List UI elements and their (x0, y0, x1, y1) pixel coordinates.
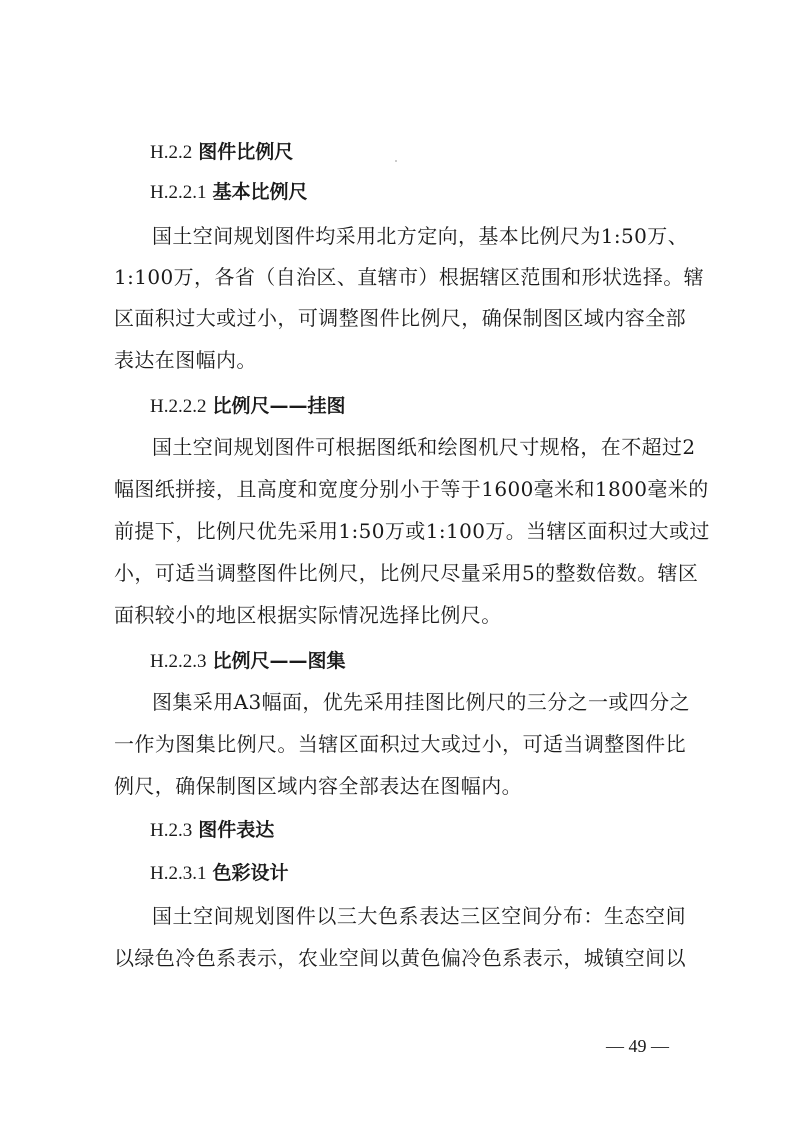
page-number: — 49 — (606, 1036, 669, 1056)
paragraph-line: 一作为图集比例尺。当辖区面积过大或过小，可适当调整图件比 (114, 732, 686, 756)
section-heading-h-2-3-1 (150, 861, 289, 886)
section-heading-h-2-2-3 (150, 649, 346, 674)
section-number: H.2.3 (150, 820, 193, 841)
section-number: H.2.2.3 (150, 651, 207, 672)
section-heading-h-2-3 (150, 818, 274, 843)
section-heading-h-2-2 (150, 140, 293, 165)
section-title: 图件表达 (198, 819, 275, 841)
scan-speck (395, 160, 397, 162)
paragraph-line: 例尺，确保制图区域内容全部表达在图幅内。 (114, 774, 522, 798)
paragraph-line: 国土空间规划图件均采用北方定向，基本比例尺为1:50万、 (152, 224, 689, 248)
paragraph-line: 以绿色冷色系表示，农业空间以黄色偏冷色系表示，城镇空间以 (114, 946, 686, 970)
paragraph-line: 前提下，比例尺优先采用1:50万或1:100万。当辖区面积过大或过 (114, 519, 710, 543)
section-title: 比例尺——图集 (212, 650, 346, 672)
paragraph-line: 图集采用A3幅面，优先采用挂图比例尺的三分之一或四分之 (152, 690, 690, 714)
paragraph-line: 1:100万，各省（自治区、直辖市）根据辖区范围和形状选择。辖 (114, 265, 705, 289)
section-number: H.2.2.2 (150, 396, 207, 417)
paragraph-line: 面积较小的地区根据实际情况选择比例尺。 (114, 603, 502, 627)
section-number: H.2.2.1 (150, 182, 207, 203)
section-title: 图件比例尺 (198, 141, 294, 163)
section-number: H.2.2 (150, 142, 193, 163)
section-heading-h-2-2-2 (150, 394, 346, 419)
section-heading-h-2-2-1 (150, 180, 308, 205)
section-number: H.2.3.1 (150, 863, 207, 884)
paragraph-line: 国土空间规划图件可根据图纸和绘图机尺寸规格，在不超过2 (152, 435, 696, 459)
section-title: 基本比例尺 (212, 181, 308, 203)
paragraph-line: 小，可适当调整图件比例尺，比例尺尽量采用5的整数倍数。辖区 (114, 561, 699, 585)
paragraph-line: 国土空间规划图件以三大色系表达三区空间分布：生态空间 (152, 904, 686, 928)
section-title: 色彩设计 (212, 862, 289, 884)
section-title: 比例尺——挂图 (212, 395, 346, 417)
paragraph-line: 区面积过大或过小，可调整图件比例尺，确保制图区域内容全部 (114, 306, 686, 330)
paragraph-line: 表达在图幅内。 (114, 348, 257, 372)
paragraph-line: 幅图纸拼接，且高度和宽度分别小于等于1600毫米和1800毫米的 (114, 477, 709, 501)
